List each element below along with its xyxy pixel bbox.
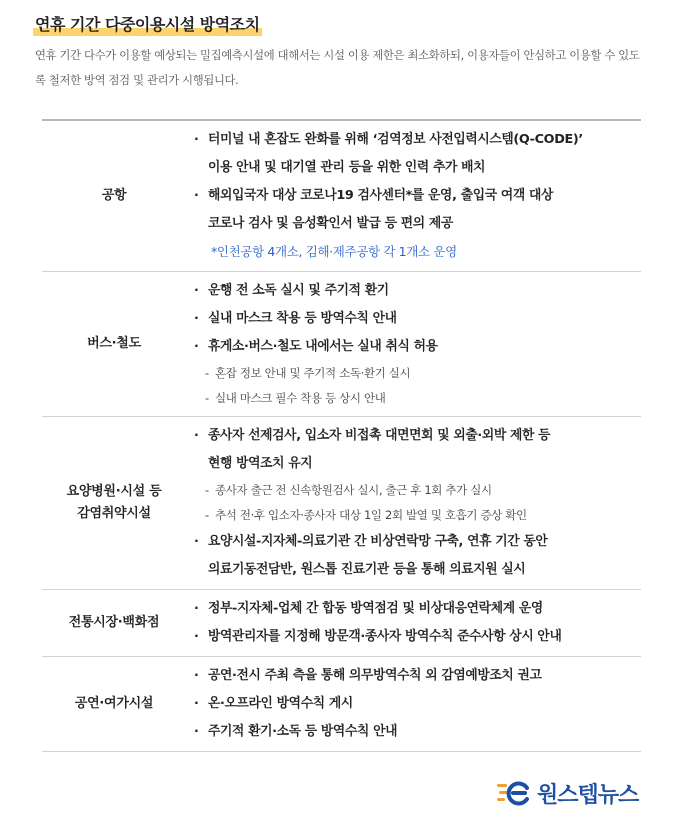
bullet-continuation: 이용 안내 및 대기열 관리 등을 위한 인력 추가 배치 [208,160,486,175]
category-label: 요양병원·시설 등 [66,484,162,499]
row-category [42,590,186,657]
table-row [42,590,641,657]
row-category [42,657,186,752]
bullet-item: · 요양시설-지자체-의료기관 간 비상연락망 구축, 연휴 기간 동안 [192,528,640,556]
table-row [42,657,641,752]
title-wrap [33,12,262,36]
row-details [186,657,641,752]
bullet-item: · 실내 마스크 착용 등 방역수칙 안내 [192,305,640,333]
detail-lines [192,658,640,750]
bullet-item: · 온·오프라인 방역수칙 게시 [192,690,640,718]
detail-lines [192,273,640,415]
bullet-continuation: 현행 방역조치 유지 [208,456,313,471]
bullet-item: · 터미널 내 혼잡도 완화를 위해 ‘검역정보 사전입력시스템(Q-CODE)’ [192,126,640,154]
category-label: 버스·철도 [87,336,141,351]
footnote: *인천공항 4개소, 김해·제주공항 각 1개소 운영 [211,244,457,259]
bullet-continuation: 의료기동전담반, 원스톱 진료기관 등을 통해 의료지원 실시 [208,562,526,577]
sub-item: - 추석 전·후 입소자·종사자 대상 1일 2회 발열 및 호흡기 증상 확인 [192,503,640,528]
bullet-item: · 정부-지자체-업체 간 합동 방역점검 및 비상대응연락체계 운영 [192,595,640,623]
sub-item: - 실내 마스크 필수 착용 등 상시 안내 [192,386,640,411]
category-label: 감염취약시설 [77,506,151,521]
detail-lines [192,418,640,588]
table-row [42,417,641,590]
bullet-item: · 종사자 선제검사, 입소자 비접촉 대면면회 및 외출·외박 제한 등 [192,422,640,450]
detail-lines [192,591,640,655]
measures-table-body [42,120,641,752]
measures-table [42,119,641,752]
category-label: 공연·여가시설 [74,696,154,711]
logo-text: 원스텝뉴스 [537,782,639,808]
row-category [42,417,186,590]
speed-stripes-e-logo-icon [497,779,533,807]
intro-paragraph: 연휴 기간 다수가 이용할 예상되는 밀집예측시설에 대해서는 시설 이용 제한은 최소화하되, 이용자들이 안심하고 이용할 수 있도록 철저한 방역 점검 및 관리가 시행됩니다. [35,49,640,87]
sub-item: - 종사자 출근 전 신속항원검사 실시, 출근 후 1회 추가 실시 [192,478,640,503]
row-details [186,120,641,272]
bullet-item: · 주기적 환기·소독 등 방역수칙 안내 [192,718,640,746]
table-row [42,272,641,417]
bullet-item: · 휴게소·버스·철도 내에서는 실내 취식 허용 [192,333,640,361]
bullet-item: · 해외입국자 대상 코로나19 검사센터*를 운영, 출입국 여객 대상 [192,182,640,210]
row-category [42,120,186,272]
bullet-continuation: 코로나 검사 및 음성확인서 발급 등 편의 제공 [208,216,453,231]
row-details [186,272,641,417]
bullet-item: · 운행 전 소독 실시 및 주기적 환기 [192,277,640,305]
row-category [42,272,186,417]
detail-lines [192,122,640,270]
page-title: 연휴 기간 다중이용시설 방역조치 [33,12,262,36]
bullet-item: · 공연·전시 주최 측을 통해 의무방역수칙 외 감염예방조치 권고 [192,662,640,690]
category-label: 전통시장·백화점 [68,615,160,630]
row-details [186,590,641,657]
site-logo[interactable] [497,778,638,808]
row-details [186,417,641,590]
bullet-item: · 방역관리자를 지정해 방문객·종사자 방역수칙 준수사항 상시 안내 [192,623,640,651]
table-row [42,120,641,272]
category-label: 공항 [101,188,127,203]
sub-item: - 혼잡 정보 안내 및 주기적 소독·환기 실시 [192,361,640,386]
